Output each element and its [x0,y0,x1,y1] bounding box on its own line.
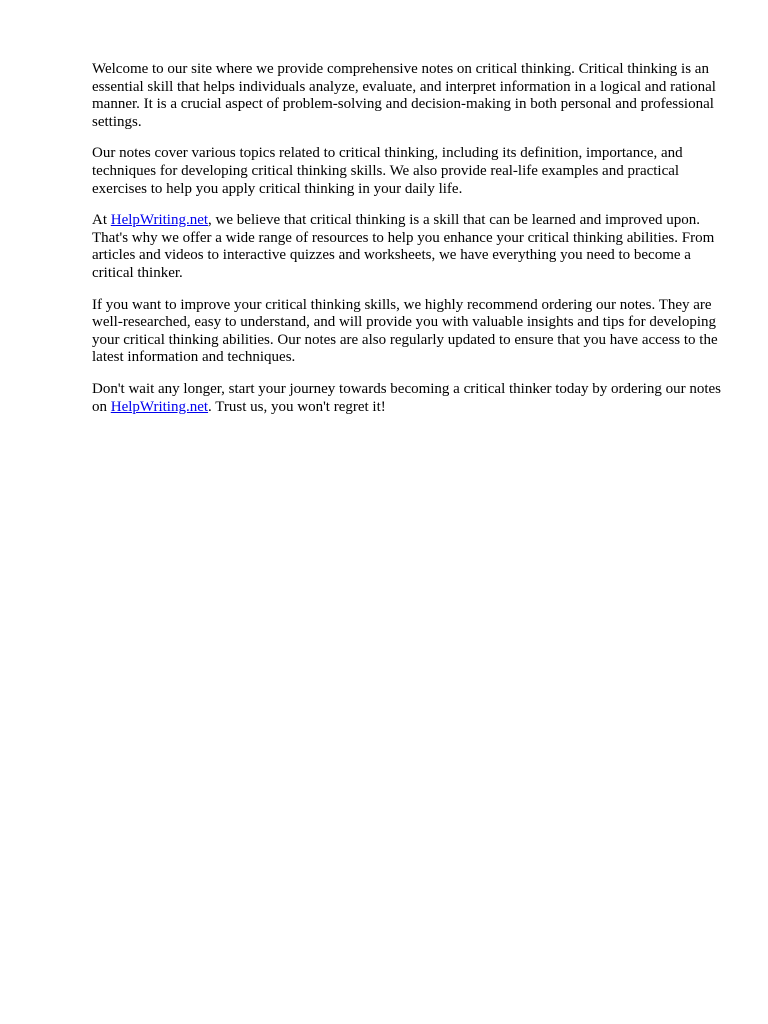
paragraph-intro: Welcome to our site where we provide comprehensive notes on critical thinking. Critical thinking is an essential skill that helps individuals analyze, evaluate, and interpret information in a logical and rational manner. It is a crucial aspect of problem-solving and decision-making in both personal and professional settings. [92,61,716,130]
helpwriting-link-2[interactable]: HelpWriting.net [110,398,209,415]
helpwriting-link-1[interactable]: HelpWriting.net [110,212,209,229]
paragraph-cta-lead: Don't wait any longer, start your journey towards becoming a critical thinker today by ordering our notes on [92,380,722,415]
paragraph-call-to-action [92,381,728,416]
paragraph-resources-lead: At [92,212,111,229]
paragraph-topics: Our notes cover various topics related to critical thinking, including its definition, importance, and techniques for developing critical thinking skills. We also provide real-life examples and practical exercises to help you apply critical thinking in your daily life. [92,145,683,197]
paragraph-resources [92,212,728,282]
paragraph-cta-text: . Trust us, you won't regret it! [208,398,386,415]
paragraph-recommendation: If you want to improve your critical thinking skills, we highly recommend ordering our notes. They are well-researched, easy to understand, and will provide you with valuable insights and tips for developing your critical thinking abilities. Our notes are also regularly updated to ensure that you have access to the latest information and techniques. [92,296,718,366]
document-body [92,61,728,416]
paragraph-resources-text: , we believe that critical thinking is a skill that can be learned and improved upon. That's why we offer a wide range of resources to help you enhance your critical thinking abilities. From articles and videos to interactive quizzes and worksheets, we have everything you need to become a critical thinker. [92,212,715,281]
